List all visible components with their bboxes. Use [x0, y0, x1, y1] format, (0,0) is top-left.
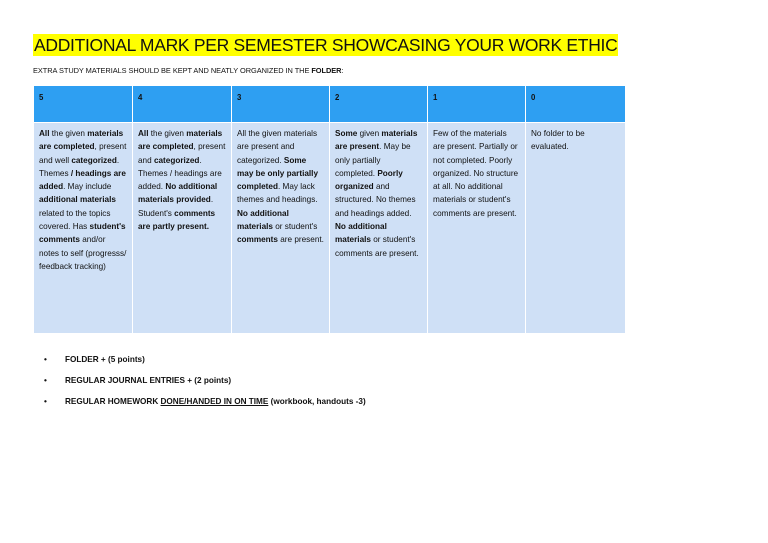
- rubric-criteria-0: [526, 123, 626, 334]
- text-run: . May include: [63, 182, 112, 192]
- bold-text-run: student's comments: [39, 222, 126, 245]
- text-run: are present.: [277, 235, 324, 245]
- rubric-header-row: [34, 86, 626, 123]
- text-run: . Student's: [138, 195, 214, 218]
- rubric-table: [33, 85, 626, 334]
- bold-text-run: Some may be only partially completed: [237, 155, 318, 192]
- bold-text-run: materials are completed: [39, 129, 124, 152]
- rubric-criteria-5: [34, 123, 133, 334]
- rubric-score-2: 2: [330, 86, 428, 123]
- subtitle-text: EXTRA STUDY MATERIALS SHOULD BE KEPT AND NEATLY ORGANIZED IN THE: [33, 66, 312, 75]
- points-list-item: [44, 375, 366, 396]
- rubric-score-1: 1: [428, 86, 526, 123]
- bold-text-run: All: [138, 129, 149, 138]
- bullet-icon: •: [44, 355, 47, 364]
- rubric-score-4: 4: [133, 86, 232, 123]
- rubric-criteria-2: [330, 123, 428, 334]
- rubric-criteria-3: [232, 123, 330, 334]
- text-run: . May be only partially completed.: [335, 142, 411, 178]
- bold-text-run: No additional materials: [237, 208, 289, 232]
- text-run: Few of the materials are present. Partially or not completed. Poorly organized. No structure at all. No additional materials or student's comments are present.: [433, 129, 519, 218]
- bold-text-run: No additional materials: [335, 222, 387, 245]
- text-run: Has: [72, 222, 90, 232]
- bold-text-run: comments are partly present.: [138, 208, 216, 232]
- text-run: (workbook, handouts -3): [268, 397, 366, 406]
- bold-text-run: materials are present: [335, 129, 418, 152]
- text-run: and/or notes to self (progresss/ feedback tracking): [39, 235, 127, 271]
- rubric-score-3: 3: [232, 86, 330, 123]
- bold-text-run: additional materials: [39, 195, 116, 205]
- bullet-icon: •: [44, 376, 47, 385]
- rubric-criteria-4: [133, 123, 232, 334]
- rubric-criteria-row: [34, 123, 626, 334]
- bold-text-run: No additional materials provided: [138, 182, 218, 205]
- subtitle: [33, 66, 343, 76]
- points-list: [44, 354, 366, 417]
- text-run: or student's comments are present.: [335, 235, 419, 258]
- text-run: the given: [148, 129, 187, 138]
- text-run: FOLDER + (5 points): [65, 355, 145, 364]
- bold-text-run: Poorly organized: [335, 168, 403, 192]
- text-run: the given: [49, 129, 88, 138]
- page-title: ADDITIONAL MARK PER SEMESTER SHOWCASING YOUR WORK ETHIC: [34, 35, 618, 55]
- text-run: . Themes / headings are added.: [138, 155, 222, 192]
- subtitle-folder-bold: FOLDER: [311, 66, 342, 75]
- text-run: No folder to be evaluated.: [531, 129, 585, 152]
- text-run: , present and well: [39, 142, 127, 165]
- text-run: All the given materials are present and categorized.: [237, 129, 318, 165]
- bold-text-run: comments: [237, 235, 278, 245]
- subtitle-end: :: [341, 66, 344, 75]
- points-list-item: [44, 354, 366, 375]
- text-run: . May lack themes and headings.: [237, 182, 318, 205]
- bold-text-run: materials are completed: [138, 129, 223, 152]
- bold-text-run: categorized: [71, 155, 117, 165]
- bold-text-run: / headings are added: [39, 168, 126, 192]
- bold-text-run: categorized: [153, 155, 200, 165]
- bold-text-run: All: [39, 129, 50, 138]
- rubric-criteria-1: [428, 123, 526, 334]
- bullet-text: [65, 397, 366, 406]
- text-run: given: [357, 129, 382, 138]
- text-run: , present and: [138, 142, 226, 165]
- underlined-text-run: DONE/HANDED IN ON TIME: [160, 397, 269, 406]
- text-run: REGULAR HOMEWORK: [65, 397, 161, 406]
- text-run: or student's: [272, 222, 318, 232]
- text-run: and structured. No themes and headings added.: [335, 182, 416, 218]
- bullet-text: [65, 355, 145, 364]
- text-run: . Themes: [39, 155, 120, 178]
- rubric-score-5: 5: [34, 86, 133, 123]
- bold-text-run: Some: [335, 129, 358, 138]
- points-list-item: [44, 396, 366, 417]
- rubric-score-0: 0: [526, 86, 626, 123]
- text-run: related to the topics covered.: [39, 208, 111, 232]
- text-run: REGULAR JOURNAL ENTRIES + (2 points): [65, 376, 232, 385]
- bullet-icon: •: [44, 397, 47, 406]
- bullet-text: [65, 376, 231, 385]
